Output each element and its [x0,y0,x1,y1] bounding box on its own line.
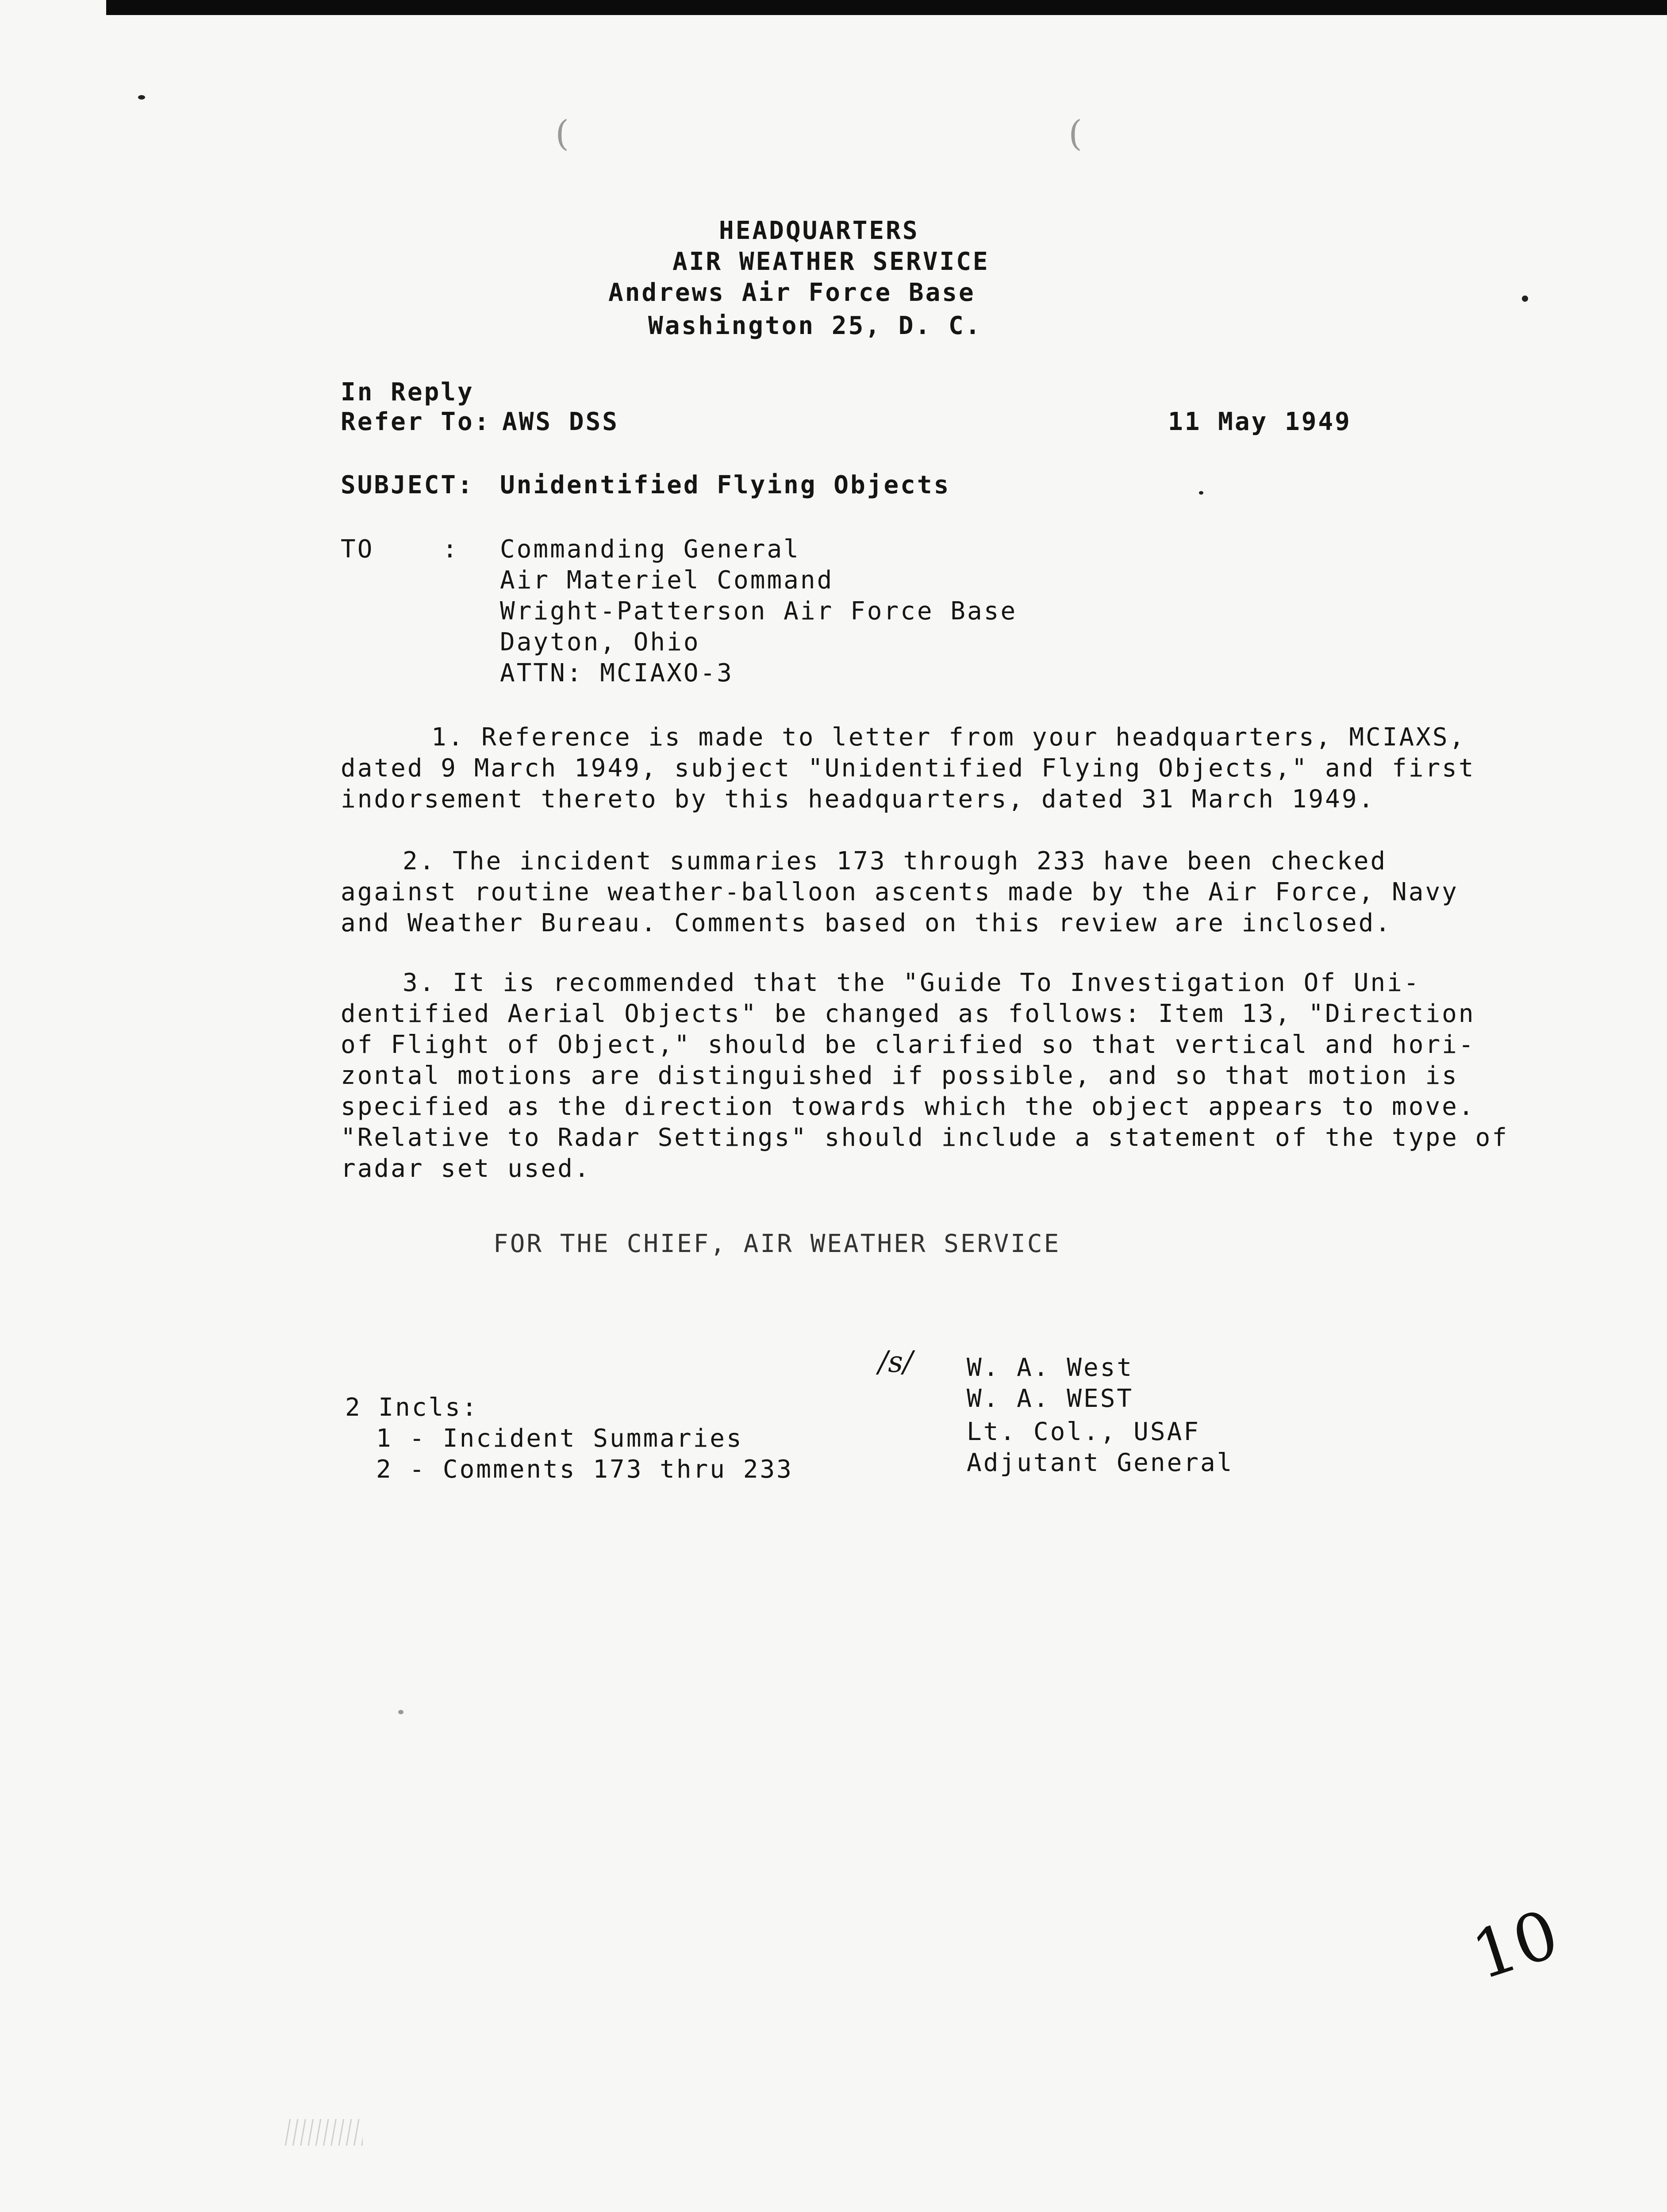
subject-value: Unidentified Flying Objects [500,471,951,499]
letterhead-line-1: HEADQUARTERS [719,216,919,245]
paragraph-3-line-6: "Relative to Radar Settings" should include a statement of the type of [341,1123,1509,1152]
letterhead-line-2: AIR WEATHER SERVICE [672,247,990,276]
to-label: TO [341,535,374,564]
paragraph-3-line-2: dentified Aerial Objects" be changed as follows: Item 13, "Direction [341,999,1475,1028]
paragraph-3-line-4: zontal motions are distinguished if possible, and so that motion is [341,1061,1459,1090]
scan-bottom-marks [283,2119,363,2146]
in-reply-label: In Reply [341,378,474,407]
paragraph-1-line-3: indorsement thereto by this headquarters, dated 31 March 1949. [341,785,1375,814]
addressee-line-5: ATTN: MCIAXO-3 [500,659,734,687]
inclosure-item-2: 2 - Comments 173 thru 233 [376,1455,793,1484]
paragraph-3-line-1: 3. It is recommended that the "Guide To Investigation Of Uni- [403,968,1421,997]
paragraph-2-line-1: 2. The incident summaries 173 through 233 have been checked [403,847,1387,876]
paragraph-3-line-3: of Flight of Object," should be clarified so that vertical and hori- [341,1030,1475,1059]
to-colon: : [442,535,459,564]
paragraph-1-line-1: 1. Reference is made to letter from your headquarters, MCIAXS, [431,723,1466,752]
inclosures-header: 2 Incls: [345,1393,479,1422]
paragraph-2-line-3: and Weather Bureau. Comments based on this review are inclosed. [341,909,1392,937]
addressee-line-3: Wright-Patterson Air Force Base [500,597,1018,626]
signature-mark: /s/ [878,1345,913,1379]
paragraph-3-line-7: radar set used. [341,1154,591,1183]
subject-label: SUBJECT: [341,471,474,499]
addressee-line-2: Air Materiel Command [500,566,834,595]
scan-speck [1199,491,1203,495]
inclosure-item-1: 1 - Incident Summaries [376,1424,743,1453]
scan-mark: ( [555,113,569,154]
letterhead-line-4: Washington 25, D. C. [648,311,982,340]
paragraph-3-line-5: specified as the direction towards which the object appears to move. [341,1092,1475,1121]
addressee-line-1: Commanding General [500,535,800,564]
margin-handwritten-note: 10 [1463,1895,1568,1995]
closing-line: FOR THE CHIEF, AIR WEATHER SERVICE [493,1229,1061,1258]
scan-top-edge-gap [0,0,106,15]
scan-top-edge [0,0,1667,15]
refer-to-label: Refer To: [341,407,491,436]
scan-mark: ( [1068,113,1083,154]
signature-line-1: W. A. West [967,1353,1134,1382]
letter-date: 11 May 1949 [1168,407,1352,436]
addressee-line-4: Dayton, Ohio [500,628,700,657]
paragraph-2-line-2: against routine weather-balloon ascents made by the Air Force, Navy [341,878,1459,906]
scan-speck [398,1710,403,1714]
scan-speck [1522,296,1528,302]
paragraph-1-line-2: dated 9 March 1949, subject "Unidentified Flying Objects," and first [341,754,1475,783]
scan-speck [138,95,145,100]
signature-line-4: Adjutant General [967,1448,1234,1477]
refer-to-value: AWS DSS [502,407,619,436]
signature-line-2: W. A. WEST [967,1384,1134,1413]
letterhead-line-3: Andrews Air Force Base [608,278,976,307]
signature-line-3: Lt. Col., USAF [967,1417,1201,1446]
